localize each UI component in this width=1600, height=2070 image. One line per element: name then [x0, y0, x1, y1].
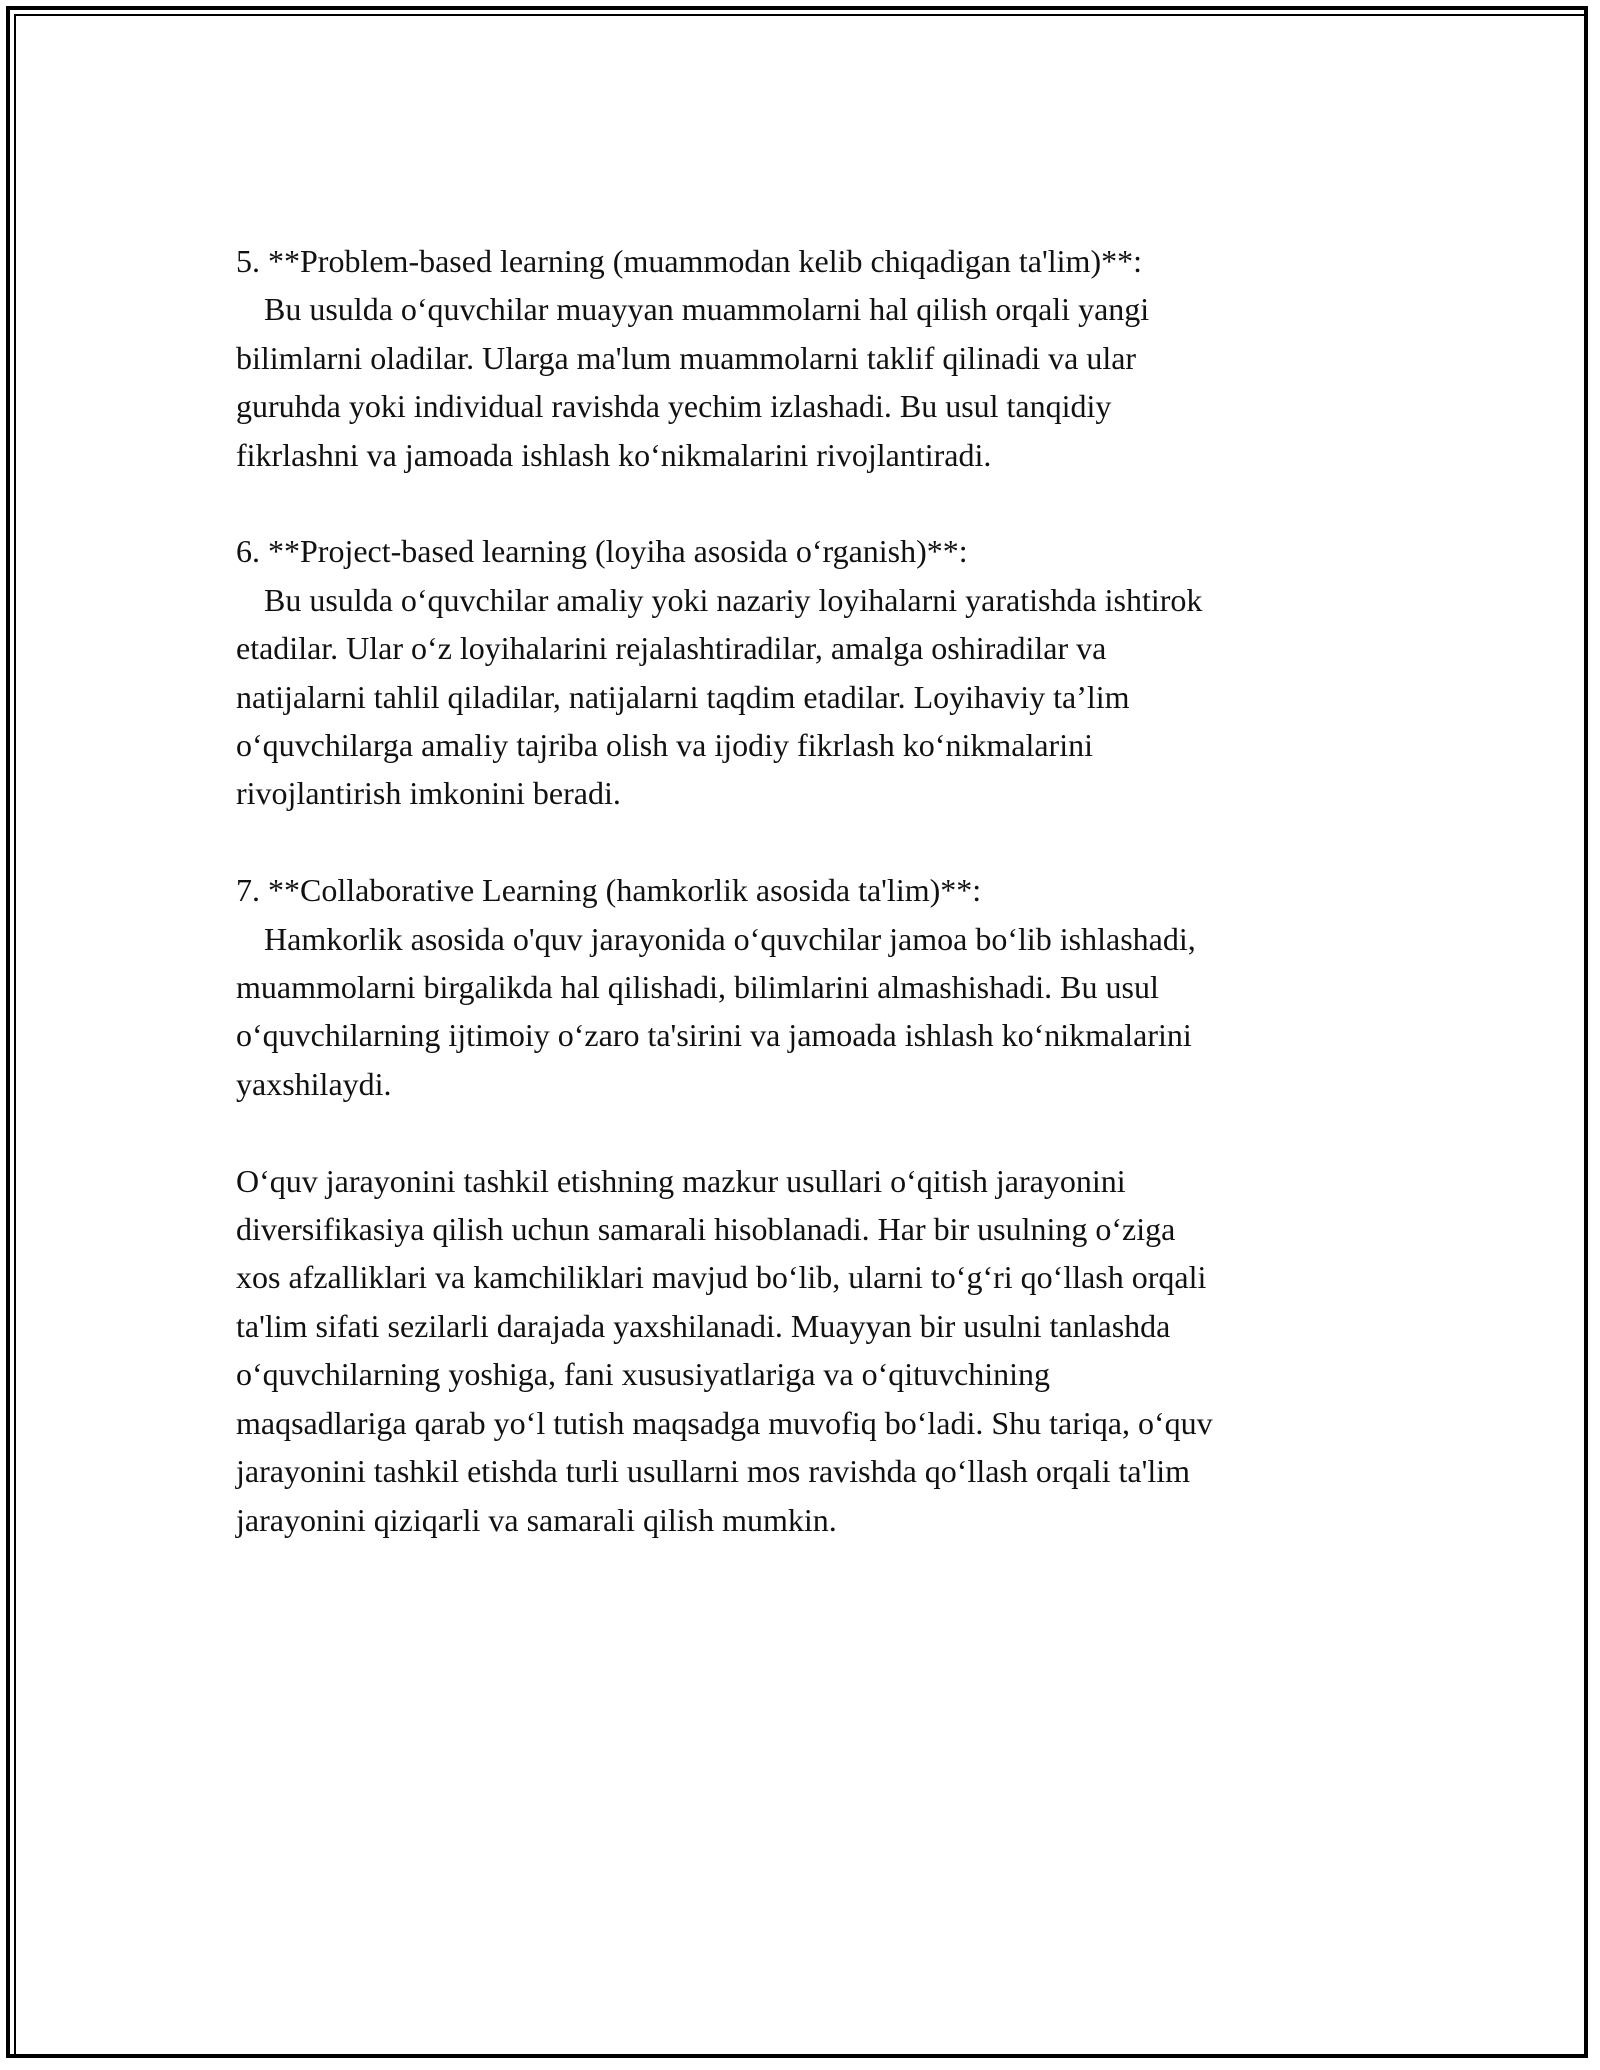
text-line: maqsadlariga qarab yo‘l tutish maqsadga muvofiq bo‘ladi. Shu tariqa, o‘quv [236, 1404, 1213, 1441]
section-heading: 5. **Problem-based learning (muammodan kelib chiqadigan ta'lim)**: [236, 243, 1142, 279]
conclusion-paragraph [236, 1157, 1366, 1544]
text-line: bilimlarni oladilar. Ularga ma'lum muammolarni taklif qilinadi va ular [236, 339, 1137, 376]
text-line: O‘quv jarayonini tashkil etishning mazkur usullari o‘qitish jarayonini [236, 1162, 1126, 1199]
text-line: muammolarni birgalikda hal qilishadi, bilimlarini almashishadi. Bu usul [236, 969, 1159, 1006]
text-line: jarayonini tashkil etishda turli usullarni mos ravishda qo‘llash orqali ta'lim [236, 1453, 1191, 1490]
text-line: xos afzalliklari va kamchiliklari mavjud bo‘lib, ularni to‘g‘ri qo‘llash orqali [236, 1259, 1207, 1296]
section-collaborative-learning [236, 866, 1366, 1108]
document-body [236, 237, 1366, 1592]
text-line: rivojlantirish imkonini beradi. [236, 775, 621, 812]
text-line: guruhda yoki individual ravishda yechim izlashadi. Bu usul tanqidiy [236, 388, 1112, 425]
section-heading: 7. **Collaborative Learning (hamkorlik asosida ta'lim)**: [236, 872, 982, 909]
section-heading: 6. **Project-based learning (loyiha asosida o‘rganish)**: [236, 533, 968, 570]
text-line: etadilar. Ular o‘z loyihalarini rejalashtiradilar, amalga oshiradilar va [236, 630, 1107, 667]
text-line: Bu usulda o‘quvchilar amaliy yoki nazariy loyihalarni yaratishda ishtirok [264, 581, 1203, 618]
section-problem-based-learning [236, 237, 1366, 479]
text-line: natijalarni tahlil qiladilar, natijalarni taqdim etadilar. Loyihaviy ta’lim [236, 678, 1130, 715]
text-line: yaxshilaydi. [236, 1065, 392, 1102]
text-line: ta'lim sifati sezilarli darajada yaxshilanadi. Muayyan bir usulni tanlashda [236, 1307, 1171, 1344]
text-line: o‘quvchilarning yoshiga, fani xususiyatlariga va o‘qituvchining [236, 1356, 1051, 1393]
text-line: Bu usulda o‘quvchilar muayyan muammolarni hal qilish orqali yangi [264, 291, 1150, 328]
text-line: o‘quvchilarning ijtimoiy o‘zaro ta'sirini va jamoada ishlash ko‘nikmalarini [236, 1017, 1192, 1054]
text-line: Hamkorlik asosida o'quv jarayonida o‘quvchilar jamoa bo‘lib ishlashadi, [264, 920, 1196, 957]
text-line: diversifikasiya qilish uchun samarali hisoblanadi. Har bir usulning o‘ziga [236, 1211, 1176, 1248]
section-project-based-learning [236, 527, 1366, 817]
text-line: fikrlashni va jamoada ishlash ko‘nikmalarini rivojlantiradi. [236, 436, 992, 473]
text-line: o‘quvchilarga amaliy tajriba olish va ijodiy fikrlash ko‘nikmalarini [236, 727, 1093, 764]
text-line: jarayonini qiziqarli va samarali qilish mumkin. [236, 1501, 837, 1538]
